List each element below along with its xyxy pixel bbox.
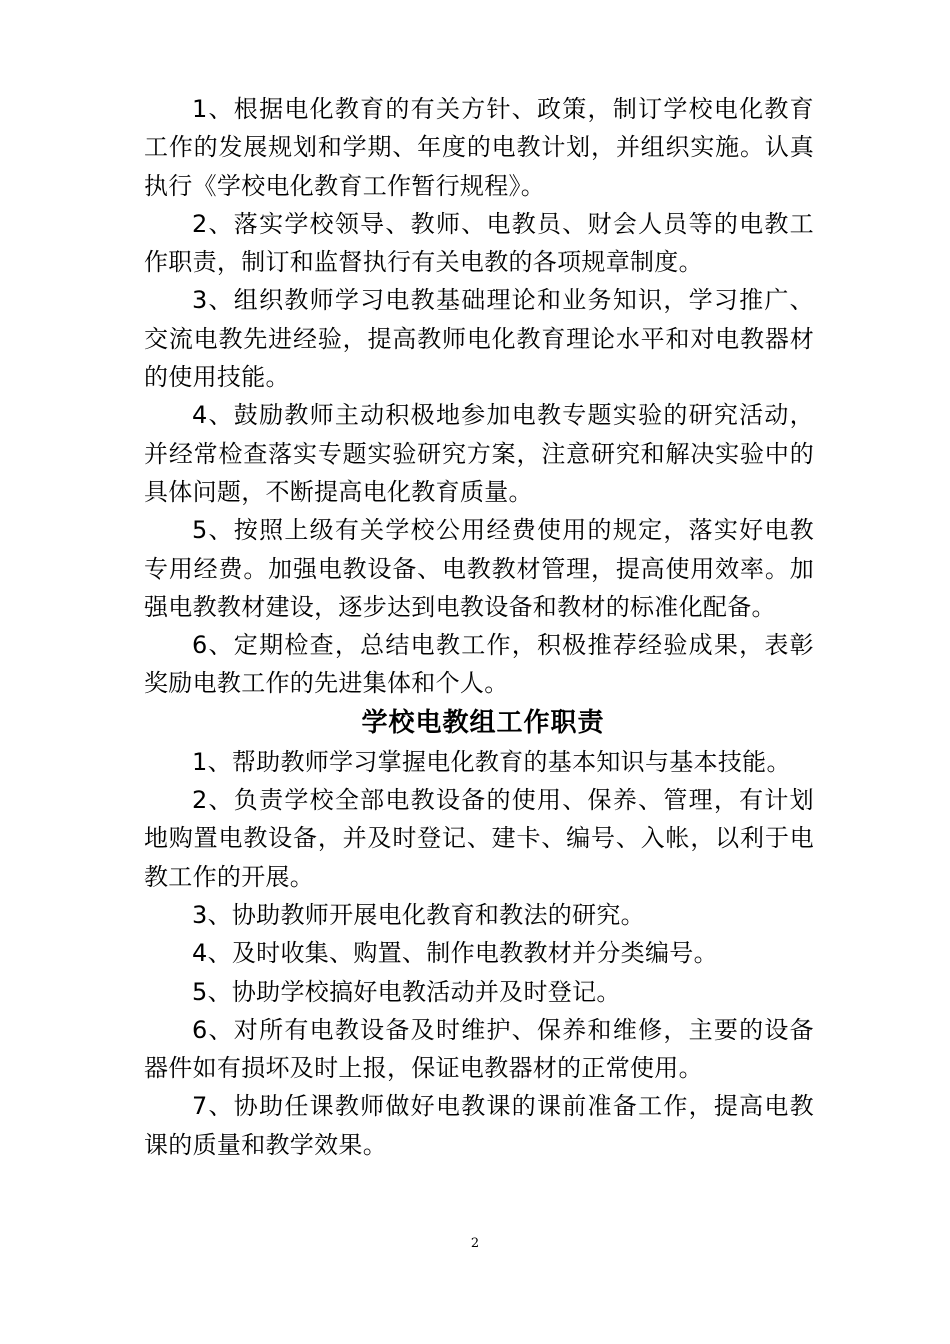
paragraph: 5、协助学校搞好电教活动并及时登记。 (192, 977, 621, 1006)
paragraph: 4、鼓励教师主动积极地参加电教专题实验的研究活动，并经常检查落实专题实验研究方案，注意研究和解决实验中的具体问题，不断提高电化教育质量。 (144, 401, 814, 506)
paragraph: 6、对所有电教设备及时维护、保养和维修，主要的设备器件如有损坏及时上报，保证电教器材的正常使用。 (144, 1015, 814, 1083)
document-body (144, 90, 814, 1164)
paragraph: 6、定期检查，总结电教工作，积极推荐经验成果，表彰奖励电教工作的先进集体和个人。 (144, 631, 814, 698)
paragraph: 2、落实学校领导、教师、电教员、财会人员等的电教工作职责，制订和监督执行有关电教的各项规章制度。 (144, 209, 814, 277)
paragraph: 5、按照上级有关学校公用经费使用的规定，落实好电教专用经费。加强电教设备、电教教材管理，提高使用效率。加强电教教材建设，逐步达到电教设备和教材的标准化配备。 (144, 516, 814, 621)
section-title: 学校电教组工作职责 (361, 707, 605, 738)
paragraph: 1、帮助教师学习掌握电化教育的基本知识与基本技能。 (192, 747, 791, 776)
paragraph: 7、协助任课教师做好电教课的课前准备工作，提高电教课的质量和教学效果。 (144, 1092, 814, 1159)
paragraph: 3、协助教师开展电化教育和教法的研究。 (192, 900, 645, 929)
paragraph: 2、负责学校全部电教设备的使用、保养、管理，有计划地购置电教设备，并及时登记、建卡、编号、入帐，以利于电教工作的开展。 (144, 786, 814, 891)
paragraph: 1、根据电化教育的有关方针、政策，制订学校电化教育工作的发展规划和学期、年度的电教计划，并组织实施。认真执行《学校电化教育工作暂行规程》。 (144, 95, 814, 200)
paragraph: 4、及时收集、购置、制作电教教材并分类编号。 (192, 939, 718, 968)
page-number: 2 (470, 1236, 480, 1251)
paragraph: 3、组织教师学习电教基础理论和业务知识，学习推广、交流电教先进经验，提高教师电化教育理论水平和对电教器材的使用技能。 (144, 286, 814, 392)
